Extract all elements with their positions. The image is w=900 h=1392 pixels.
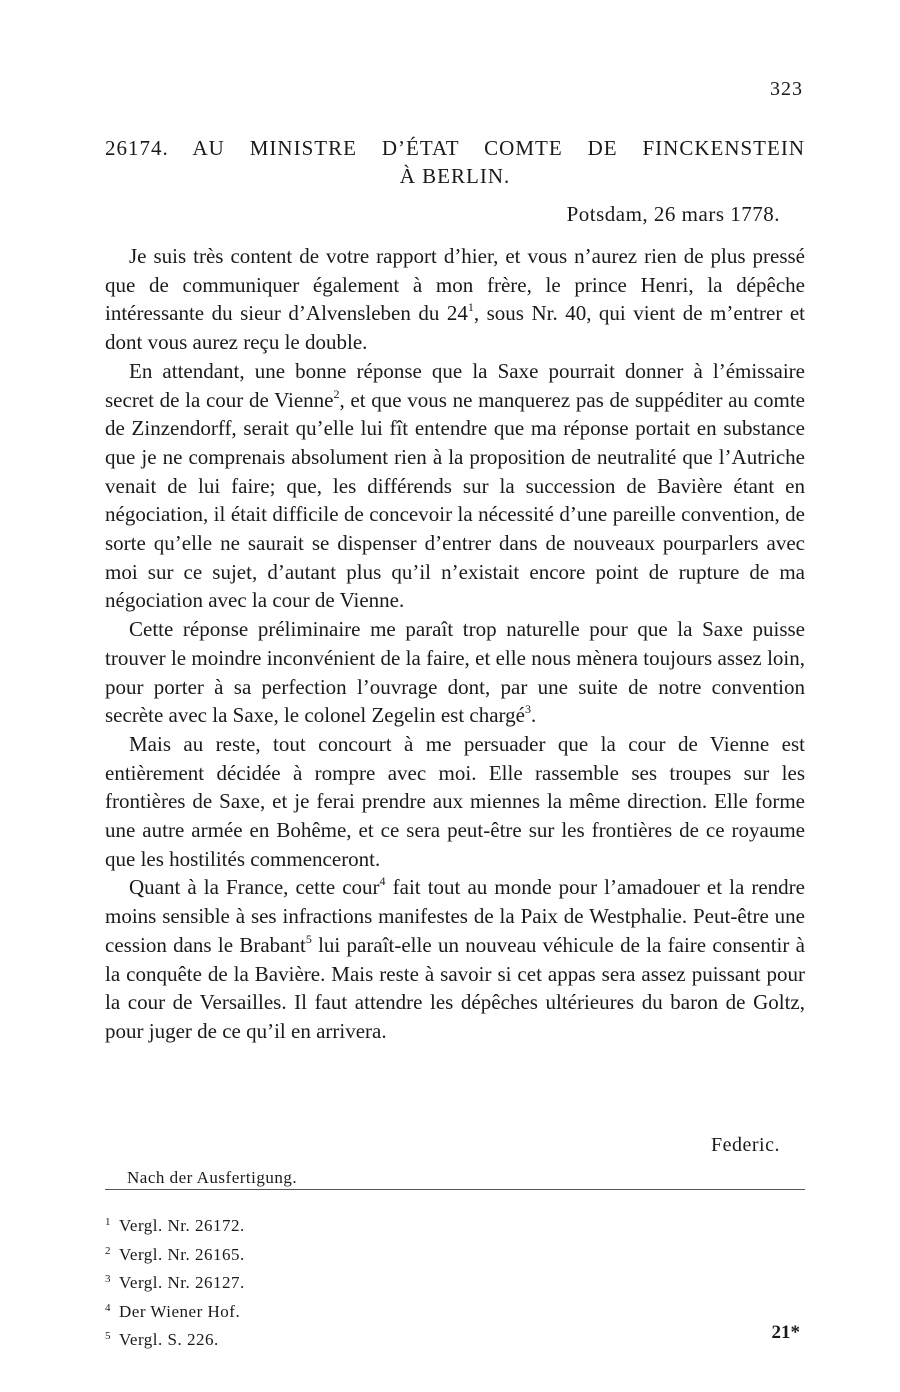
footnote-mark: 4	[105, 1301, 111, 1314]
paragraph-text: Quant à la France, cette cour	[129, 875, 380, 900]
footnote-mark: 2	[105, 1244, 111, 1257]
source-note: Nach der Ausfertigung.	[127, 1168, 298, 1187]
body-paragraph	[105, 615, 805, 730]
footnote	[105, 1239, 245, 1268]
paragraph-text: fait tout au monde pour l’amadouer et la rendre moins sensible à ses infractions manifestes de la Paix de Westphalie. Peut-être une cession dans le Brabant	[105, 875, 805, 957]
paragraph-text: Je suis très content de votre rapport d’hier, et vous n’aurez rien de plus pressé que de communiquer également à mon frère, le prince Henri, la dépêche intéressante du sieur d’Alvensleben du 24	[105, 244, 805, 326]
paragraph-text: , sous Nr. 40, qui vient de m’entrer et dont vous aurez reçu le double.	[105, 301, 805, 355]
paragraph-text: .	[530, 703, 537, 728]
footnote-reference: 1	[467, 300, 474, 315]
footnote-text: Vergl. Nr. 26172.	[119, 1216, 245, 1235]
footnote-text: Vergl. Nr. 26165.	[119, 1244, 245, 1264]
footnote	[105, 1324, 245, 1353]
paragraph-text: , et que vous ne manquerez pas de suppéditer au comte de Zinzendorff, serait qu’elle lui fît entendre que ma réponse portait en substance que je ne comprenais absolument rien à la proposition de neutralité que l’Autriche venait de lui faire; que, les différends sur la succession de Bavière étant en négociation, il était difficile de concevoir la nécessité d’une pareille convention, de sorte qu’elle ne saurait se dispenser d’entrer dans de nouveaux pourparlers avec moi sur ce sujet, d’autant plus qu’il n’existait encore point de rupture de ma négociation avec la cour de Vienne.	[105, 387, 805, 613]
paragraph-text: Cette réponse préliminaire me paraît trop naturelle pour que la Saxe puisse trouver le moindre inconvénient de la faire, et elle nous mènera toujours assez loin, pour porter à sa perfection l’ouvrage dont, par une suite de notre convention secrète avec la Saxe, le colonel Zegelin est chargé	[105, 617, 805, 728]
footnote-text: Der Wiener Hof.	[119, 1301, 241, 1321]
body-paragraph	[105, 873, 805, 1045]
body-paragraph	[105, 357, 805, 615]
signature-mark: 21*	[771, 1322, 800, 1343]
footnote-mark: 1	[105, 1216, 111, 1228]
footnote-reference: 4	[379, 874, 386, 889]
footnote	[105, 1267, 245, 1296]
footnote	[105, 1296, 245, 1325]
body-paragraph	[105, 730, 805, 874]
heading-line-1: 26174. AU MINISTRE D’ÉTAT COMTE DE FINCKENSTEIN	[105, 136, 805, 160]
footnote-divider	[105, 1189, 805, 1190]
letter-body	[105, 242, 805, 1046]
document-page	[105, 0, 805, 1392]
paragraph-text: Mais au reste, tout concourt à me persuader que la cour de Vienne est entièrement décidée à rompre avec moi. Elle rassemble ses troupes sur les frontières de Saxe, et je ferai prendre aux miennes la même direction. Elle forme une autre armée en Bohême, et ce sera peut-être sur les frontières de ce royaume que les hostilités commenceront.	[105, 731, 805, 871]
page-number: 323	[770, 78, 803, 100]
footnote-reference: 3	[524, 702, 531, 717]
footnote-reference: 5	[305, 931, 312, 946]
dateline: Potsdam, 26 mars 1778.	[566, 202, 780, 226]
footnote-reference: 2	[333, 386, 340, 401]
footnote	[105, 1210, 245, 1239]
footnote-text: Vergl. S. 226.	[119, 1330, 219, 1349]
footnote-text: Vergl. Nr. 26127.	[119, 1273, 245, 1292]
body-paragraph	[105, 242, 805, 357]
signature: Federic.	[711, 1134, 780, 1156]
footnote-mark: 3	[105, 1273, 111, 1285]
paragraph-text: En attendant, une bonne réponse que la Saxe pourrait donner à l’émissaire secret de la cour de Vienne	[105, 358, 805, 412]
heading-line-2: À BERLIN.	[399, 164, 511, 188]
footnote-mark: 5	[105, 1330, 111, 1342]
paragraph-text: lui paraît-elle un nouveau véhicule de la faire consentir à la conquête de la Bavière. Mais reste à savoir si cet appas sera assez puissant pour la cour de Versailles. Il faut attendre les dépêches ultérieures du baron de Goltz, pour juger de ce qu’il en arrivera.	[105, 932, 805, 1043]
letter-heading	[105, 134, 805, 190]
footnotes	[105, 1210, 245, 1353]
